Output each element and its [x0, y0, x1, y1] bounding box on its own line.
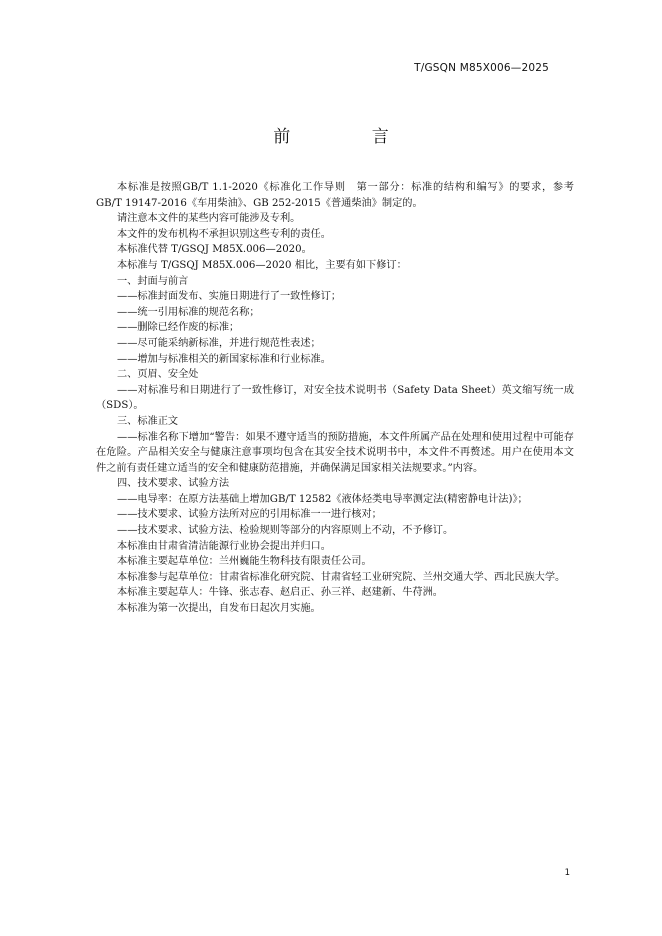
section-heading: 三、标准正文 [117, 415, 179, 427]
document-code: T/GSQN M85X006—2025 [414, 62, 549, 74]
list-item: ——技术要求、试验方法、检验规则等部分的内容原则上不动，不予修订。 [117, 525, 454, 537]
paragraph: 本标准代替 T/GSQJ M85X.006—2020。 [117, 244, 312, 256]
list-item: ——增加与标准相关的新国家标准和行业标准。 [117, 353, 331, 365]
paragraph: 本标准是按照GB/T 1.1-2020《标准化工作导则 第一部分：标准的结构和编写》的要求，参考GB/T 19147-2016《车用柴油》、GB 252-2015《普通柴油》制定的。 [96, 182, 574, 209]
page-number: 1 [564, 868, 570, 878]
paragraph: 本标准参与起草单位：甘肃省标准化研究院、甘肃省轻工业研究院、兰州交通大学、西北民族大学。 [117, 571, 566, 583]
paragraph: 本文件的发布机构不承担识别这些专利的责任。 [117, 228, 331, 240]
paragraph: 本标准主要起草单位：兰州巍能生物科技有限责任公司。 [117, 556, 372, 568]
list-item: ——对标准号和日期进行了一致性修订，对安全技术说明书（Safety Data Sheet）英文缩写统一成（SDS）。 [96, 384, 574, 412]
list-item: ——技术要求、试验方法所对应的引用标准一一进行核对； [117, 509, 382, 521]
page-title: 前 言 [273, 127, 427, 147]
list-item: ——电导率：在原方法基础上增加GB/T 12582《液体烃类电导率测定法(精密静电计法)》； [117, 493, 528, 505]
paragraph: 本标准由甘肃省清洁能源行业协会提出并归口。 [117, 540, 331, 552]
list-item: ——统一引用标准的规范名称； [117, 306, 260, 318]
list-item: ——标准名称下增加“警告：如果不遵守适当的预防措施，本文件所属产品在处理和使用过程中可能存在危险。产品相关安全与健康注意事项均包含在其安全技术说明书中，本文件不再赘述。用户在使用本文件之前有责任建立适当的安全和健康防范措施，并确保满足国家相关法规要求。”内容。 [96, 431, 574, 474]
list-item: ——尽可能采纳新标准，并进行规范性表述； [117, 337, 321, 349]
section-heading: 二、页眉、安全处 [117, 369, 199, 381]
list-item: ——删除已经作废的标准； [117, 322, 240, 334]
paragraph: 本标准与 T/GSQJ M85X.006—2020 相比，主要有如下修订： [117, 259, 407, 271]
paragraph: 请注意本文件的某些内容可能涉及专利。 [117, 213, 301, 225]
paragraph: 本标准为第一次提出，自发布日起次月实施。 [117, 603, 321, 615]
foreword-body [96, 180, 574, 617]
section-heading: 一、封面与前言 [117, 275, 189, 287]
paragraph: 本标准主要起草人：牛锋、张志春、赵启正、孙三祥、赵建新、牛苻洲。 [117, 587, 443, 599]
list-item: ——标准封面发布、实施日期进行了一致性修订； [117, 291, 342, 303]
section-heading: 四、技术要求、试验方法 [117, 478, 230, 490]
